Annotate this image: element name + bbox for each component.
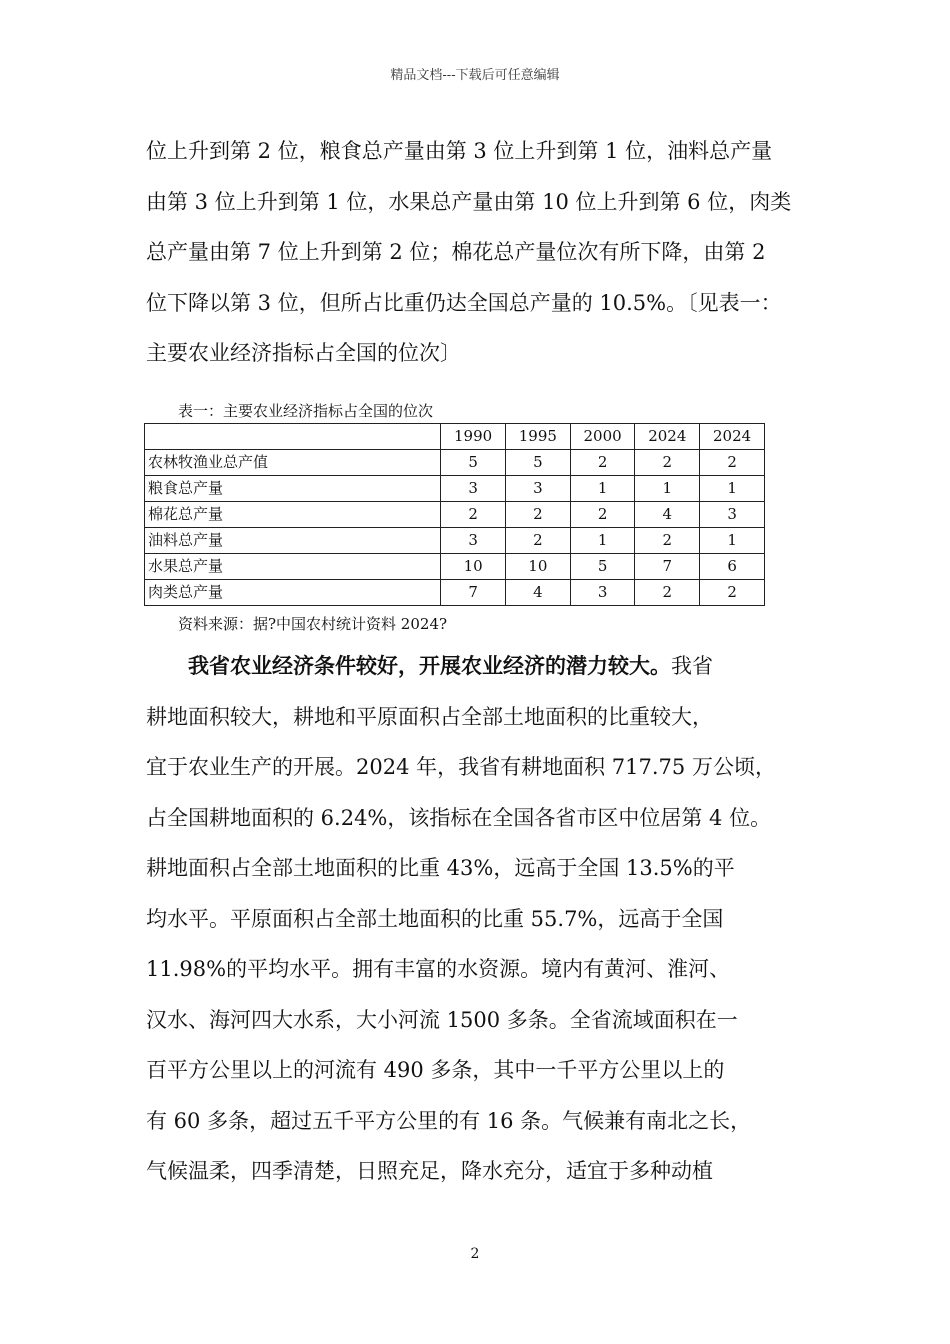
row-label: 粮食总产量	[145, 476, 441, 502]
table-row	[145, 450, 765, 476]
table-header-year: 2000	[570, 424, 635, 450]
table-cell: 2	[505, 502, 570, 528]
table-cell: 3	[441, 528, 506, 554]
table-row	[145, 554, 765, 580]
table-header-year: 2024	[700, 424, 765, 450]
table-cell: 1	[570, 528, 635, 554]
table-cell: 3	[570, 580, 635, 606]
table-cell: 7	[441, 580, 506, 606]
paragraph-line: 总产量由第 7 位上升到第 2 位；棉花总产量位次有所下降，由第 2	[146, 240, 766, 264]
table-header-year: 2024	[635, 424, 700, 450]
table-cell: 1	[635, 476, 700, 502]
paragraph-line: 有 60 多条，超过五千平方公里的有 16 条。气候兼有南北之长，	[146, 1108, 752, 1133]
lead-line-rest: 我省	[671, 654, 713, 678]
table-cell: 10	[441, 554, 506, 580]
paragraph-1	[146, 126, 836, 379]
paragraph-line: 宜于农业生产的开展。2024 年，我省有耕地面积 717.75 万公顷，	[146, 755, 776, 779]
paragraph-line: 由第 3 位上升到第 1 位，水果总产量由第 10 位上升到第 6 位，肉类	[146, 189, 792, 214]
table-cell: 2	[700, 450, 765, 476]
table-row	[145, 476, 765, 502]
row-label: 农林牧渔业总产值	[145, 450, 441, 476]
table-header-year: 1990	[441, 424, 506, 450]
table-caption: 表一：主要农业经济指标占全国的位次	[178, 402, 434, 420]
table-cell: 2	[570, 502, 635, 528]
paragraph-line: 位上升到第 2 位，粮食总产量由第 3 位上升到第 1 位，油料总产量	[146, 139, 773, 163]
table-cell: 5	[505, 450, 570, 476]
row-label: 棉花总产量	[145, 502, 441, 528]
paragraph-line: 耕地面积较大，耕地和平原面积占全部土地面积的比重较大，	[146, 704, 713, 729]
table-cell: 1	[700, 528, 765, 554]
table-header-year: 1995	[505, 424, 570, 450]
paragraph-2	[146, 641, 836, 1197]
page-header: 精品文档---下载后可任意编辑	[390, 68, 560, 83]
table-cell: 2	[635, 450, 700, 476]
bold-lead-sentence: 我省农业经济条件较好，开展农业经济的潜力较大。	[188, 653, 671, 678]
table-cell: 2	[635, 580, 700, 606]
table-cell: 5	[441, 450, 506, 476]
table-cell: 7	[635, 554, 700, 580]
table-row	[145, 502, 765, 528]
rank-table	[144, 423, 765, 606]
table-cell: 4	[635, 502, 700, 528]
table-cell: 5	[570, 554, 635, 580]
table-cell: 6	[700, 554, 765, 580]
page-number: 2	[470, 1246, 480, 1262]
paragraph-line: 位下降以第 3 位，但所占比重仍达全国总产量的 10.5%。〔见表一：	[146, 290, 782, 315]
row-label: 油料总产量	[145, 528, 441, 554]
table-cell: 2	[570, 450, 635, 476]
table-cell: 2	[700, 580, 765, 606]
table-cell: 3	[441, 476, 506, 502]
paragraph-line: 汉水、海河四大水系，大小河流 1500 多条。全省流域面积在一	[146, 1007, 738, 1032]
table-header-row	[145, 424, 765, 450]
paragraph-line: 气候温柔，四季清楚，日照充足，降水充分，适宜于多种动植	[146, 1159, 713, 1183]
table-source-note: 资料来源：据?中国农村统计资料 2024?	[178, 615, 448, 633]
table-cell: 4	[505, 580, 570, 606]
table-row	[145, 580, 765, 606]
table-header-empty	[145, 424, 441, 450]
paragraph-line: 主要农业经济指标占全国的位次〕	[146, 341, 461, 365]
row-label: 肉类总产量	[145, 580, 441, 606]
table-row	[145, 528, 765, 554]
row-label: 水果总产量	[145, 554, 441, 580]
table-cell: 2	[505, 528, 570, 554]
paragraph-line: 占全国耕地面积的 6.24%，该指标在全国各省市区中位居第 4 位。	[146, 805, 772, 830]
paragraph-line: 百平方公里以上的河流有 490 多条，其中一千平方公里以上的	[146, 1058, 725, 1082]
table-cell: 1	[570, 476, 635, 502]
table-cell: 3	[700, 502, 765, 528]
table-cell: 2	[441, 502, 506, 528]
table-cell: 10	[505, 554, 570, 580]
paragraph-lead-line	[146, 641, 836, 692]
table-cell: 3	[505, 476, 570, 502]
paragraph-line: 均水平。平原面积占全部土地面积的比重 55.7%，远高于全国	[146, 906, 724, 931]
paragraph-line: 11.98%的平均水平。拥有丰富的水资源。境内有黄河、淮河、	[146, 957, 731, 981]
table-cell: 1	[700, 476, 765, 502]
paragraph-line: 耕地面积占全部土地面积的比重 43%，远高于全国 13.5%的平	[146, 856, 735, 880]
table-cell: 2	[635, 528, 700, 554]
